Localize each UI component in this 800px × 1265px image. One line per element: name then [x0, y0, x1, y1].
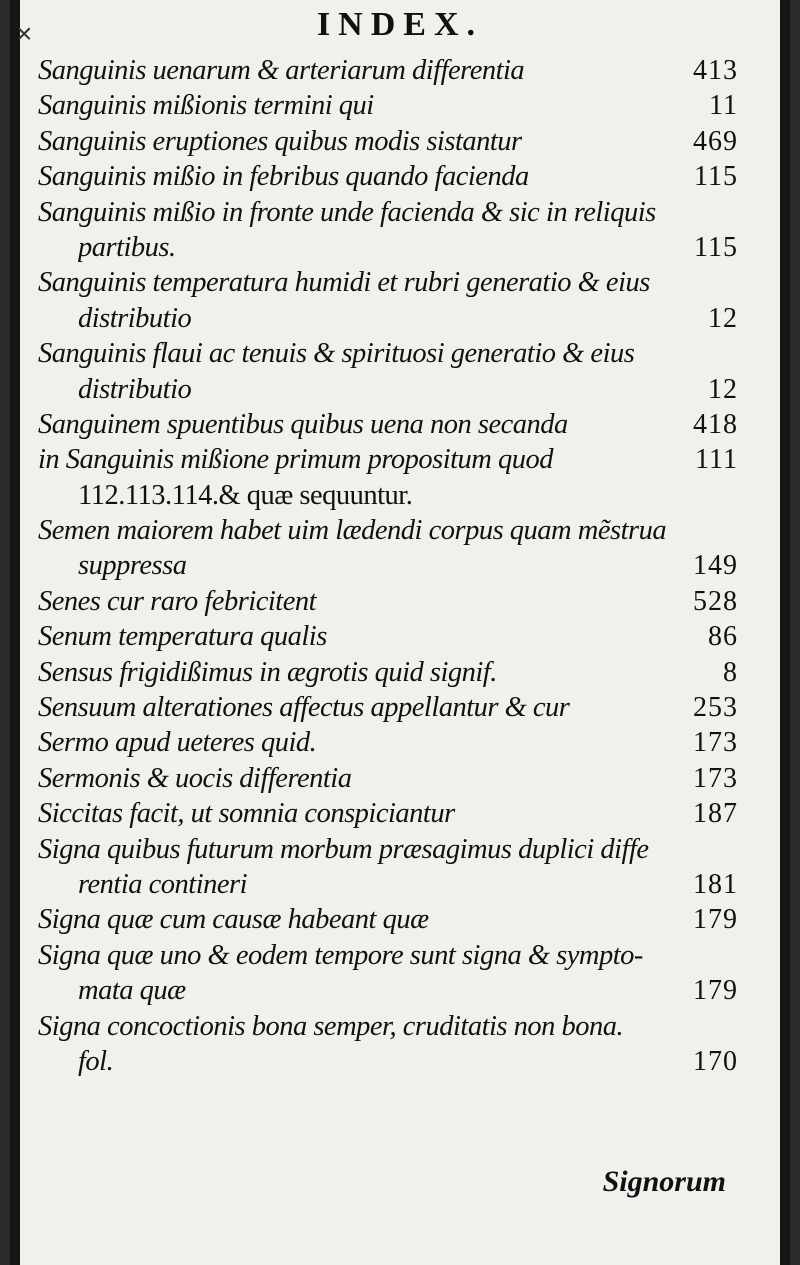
- entry-text: Sanguinis eruptiones quibus modis sistantur: [38, 125, 522, 157]
- index-row: [38, 690, 738, 725]
- index-row-continuation: [38, 478, 738, 513]
- index-row: [38, 442, 738, 477]
- entry-text: Sensuum alterationes affectus appellantur & cur: [38, 692, 570, 724]
- entry-text: Sermonis & uocis differentia: [38, 762, 352, 794]
- entry-text: Sensus frigidißimus in ægrotis quid signif.: [38, 656, 497, 688]
- entry-page: 86: [708, 621, 738, 653]
- entry-page: 253: [693, 692, 738, 724]
- index-row: [38, 265, 738, 300]
- entry-page: 187: [693, 798, 738, 830]
- entry-page: 179: [693, 975, 738, 1007]
- index-row: [38, 796, 738, 831]
- entry-page: 179: [693, 904, 738, 936]
- entry-text: partibus.: [78, 231, 176, 263]
- entry-page: 181: [693, 868, 738, 900]
- index-row: [38, 88, 738, 123]
- entry-text: Signa quæ cum causæ habeant quæ: [38, 904, 429, 936]
- entry-text: 112.113.114.& quæ sequuntur.: [78, 479, 413, 511]
- index-row: [38, 655, 738, 690]
- index-row: [38, 513, 738, 548]
- entry-text: Sanguinis uenarum & arteriarum differentia: [38, 55, 525, 86]
- index-row-continuation: [38, 973, 738, 1008]
- entry-text: Sermo apud ueteres quid.: [38, 727, 317, 759]
- entry-text: Senum temperatura qualis: [38, 621, 327, 653]
- entry-page: 170: [693, 1045, 738, 1077]
- entry-text: Senes cur raro febricitent: [38, 585, 317, 617]
- index-row-continuation: [38, 372, 738, 407]
- entry-page: 173: [693, 727, 738, 759]
- index-row: [38, 407, 738, 442]
- catchword: Signorum: [602, 1165, 726, 1198]
- index-row: [38, 832, 738, 867]
- index-row: [38, 619, 738, 654]
- binding-mark: ×: [16, 18, 33, 49]
- entry-text: Sanguinem spuentibus quibus uena non secanda: [38, 408, 568, 440]
- index-row: [38, 1009, 738, 1044]
- entry-page: 111: [695, 444, 738, 476]
- index-row-continuation: [38, 1044, 738, 1079]
- entry-page: 8: [723, 656, 738, 688]
- index-row: [38, 159, 738, 194]
- book-page: [10, 0, 790, 1265]
- entry-page: 115: [694, 161, 738, 193]
- entry-page: 469: [693, 125, 738, 157]
- entry-page: 115: [694, 231, 738, 263]
- entry-page: 528: [693, 585, 738, 617]
- entry-text: Semen maiorem habet uim lædendi corpus quam mẽstrua: [38, 515, 667, 547]
- entry-text: Sanguinis mißio in fronte unde facienda & sic in reliquis: [38, 196, 656, 228]
- entry-text: fol.: [78, 1045, 114, 1077]
- entry-text: Signa quibus futurum morbum præsagimus duplici diffe: [38, 833, 649, 865]
- entry-text: Sanguinis mißio in febribus quando facienda: [38, 161, 529, 193]
- index-row-continuation: [38, 230, 738, 265]
- index-row: [38, 725, 738, 760]
- entry-text: Siccitas facit, ut somnia conspiciantur: [38, 798, 455, 830]
- entry-text: Sanguinis flaui ac tenuis & spirituosi generatio & eius: [38, 338, 635, 370]
- entry-text: suppressa: [78, 550, 187, 582]
- entry-text: Sanguinis mißionis termini qui: [38, 90, 374, 122]
- index-row: [38, 584, 738, 619]
- index-row-continuation: [38, 548, 738, 583]
- index-row: [38, 124, 738, 159]
- index-row-continuation: [38, 301, 738, 336]
- index-row: [38, 761, 738, 796]
- index-row: [38, 53, 738, 88]
- index-row: [38, 336, 738, 371]
- entry-text: Signa quæ uno & eodem tempore sunt signa & sympto-: [38, 939, 643, 971]
- entry-page: 12: [708, 302, 738, 334]
- index-entries: [38, 53, 738, 1079]
- entry-page: 173: [693, 762, 738, 794]
- index-row: [38, 938, 738, 973]
- index-row-continuation: [38, 867, 738, 902]
- page-edge-right: [780, 0, 790, 1265]
- entry-page: 12: [708, 373, 738, 405]
- entry-text: Signa concoctionis bona semper, cruditatis non bona.: [38, 1010, 624, 1042]
- entry-text: in Sanguinis mißione primum propositum quod: [38, 444, 554, 476]
- entry-text: distributio: [78, 373, 192, 405]
- entry-text: Sanguinis temperatura humidi et rubri generatio & eius: [38, 267, 650, 299]
- entry-text: mata quæ: [78, 975, 186, 1007]
- entry-page: 413: [693, 55, 738, 86]
- page-header: INDEX.: [316, 6, 484, 43]
- entry-page: 418: [693, 408, 738, 440]
- entry-text: rentia contineri: [78, 868, 248, 900]
- index-row: [38, 902, 738, 937]
- entry-page: 149: [693, 550, 738, 582]
- entry-text: distributio: [78, 302, 192, 334]
- index-row: [38, 195, 738, 230]
- entry-page: 11: [709, 90, 738, 122]
- page-edge-left: [10, 0, 20, 1265]
